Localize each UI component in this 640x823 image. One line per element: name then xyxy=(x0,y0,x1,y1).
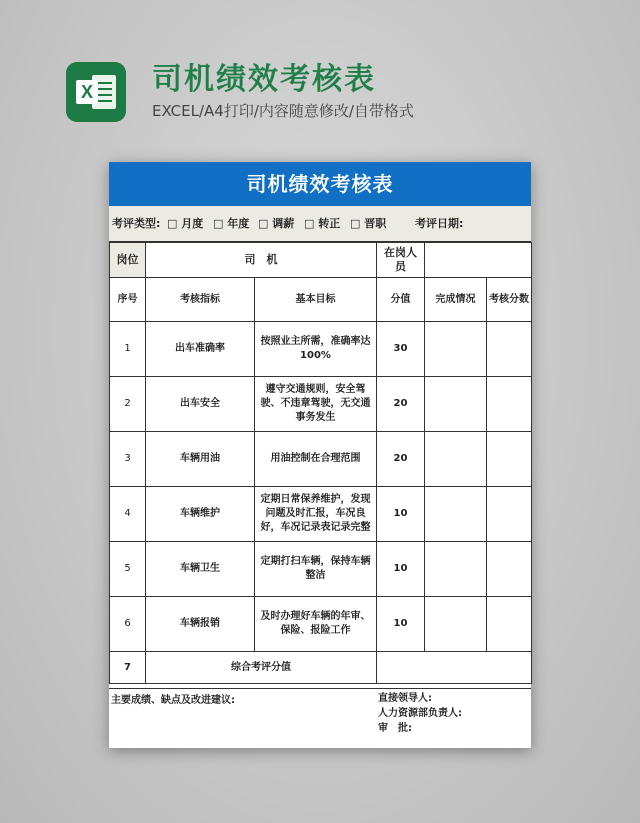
evaluation-table xyxy=(109,242,532,684)
banner-subtitle: EXCEL/A4打印/内容随意修改/自带格式 xyxy=(152,102,414,120)
banner-title: 司机绩效考核表 xyxy=(152,62,376,97)
type-option-salary[interactable]: □ 调薪 xyxy=(258,217,295,230)
approval-block xyxy=(378,691,462,736)
row-result-cell[interactable] xyxy=(487,322,532,377)
total-value-cell[interactable] xyxy=(377,652,532,684)
row-result-cell[interactable] xyxy=(487,487,532,542)
row-no: 2 xyxy=(110,377,146,432)
col-header-target: 基本目标 xyxy=(255,278,377,322)
row-indicator: 车辆卫生 xyxy=(146,542,255,597)
row-indicator: 车辆用油 xyxy=(146,432,255,487)
row-no: 3 xyxy=(110,432,146,487)
row-completion-cell[interactable] xyxy=(425,597,487,652)
type-option-monthly[interactable]: □ 月度 xyxy=(167,217,204,230)
col-header-result: 考核分数 xyxy=(487,278,532,322)
row-completion-cell[interactable] xyxy=(425,487,487,542)
row-no: 6 xyxy=(110,597,146,652)
date-label: 考评日期: xyxy=(415,217,464,230)
row-no: 1 xyxy=(110,322,146,377)
col-header-score: 分值 xyxy=(377,278,425,322)
total-no: 7 xyxy=(110,652,146,684)
hr-head-label: 人力资源部负责人: xyxy=(378,708,462,719)
col-header-indicator: 考核指标 xyxy=(146,278,255,322)
row-score: 20 xyxy=(377,377,425,432)
type-option-regular[interactable]: □ 转正 xyxy=(304,217,341,230)
form-sheet xyxy=(109,162,531,748)
table-row xyxy=(110,542,532,597)
row-completion-cell[interactable] xyxy=(425,377,487,432)
row-completion-cell[interactable] xyxy=(425,432,487,487)
row-target: 按照业主所需，准确率达100% xyxy=(255,322,377,377)
row-result-cell[interactable] xyxy=(487,377,532,432)
post-value: 司 机 xyxy=(146,243,377,278)
row-target: 用油控制在合理范围 xyxy=(255,432,377,487)
table-row xyxy=(110,377,532,432)
evaluation-type-bar xyxy=(109,206,531,242)
sheet-title: 司机绩效考核表 xyxy=(109,162,531,206)
staff-value[interactable] xyxy=(425,243,532,278)
total-label: 综合考评分值 xyxy=(146,652,377,684)
row-no: 5 xyxy=(110,542,146,597)
row-target: 定期日常保养维护，发现问题及时汇报，车况良好，车况记录表记录完整 xyxy=(255,487,377,542)
row-no: 4 xyxy=(110,487,146,542)
post-label: 岗位 xyxy=(110,243,146,278)
col-header-no: 序号 xyxy=(110,278,146,322)
row-score: 20 xyxy=(377,432,425,487)
table-row xyxy=(110,487,532,542)
excel-icon xyxy=(66,62,126,122)
row-target: 遵守交通规则，安全驾驶、不违章驾驶，无交通事务发生 xyxy=(255,377,377,432)
row-target: 及时办理好车辆的年审、保险、报险工作 xyxy=(255,597,377,652)
comments-section xyxy=(109,688,531,748)
col-header-completion: 完成情况 xyxy=(425,278,487,322)
post-row xyxy=(110,243,532,278)
direct-leader-label: 直接领导人: xyxy=(378,693,432,704)
type-option-promotion[interactable]: □ 晋职 xyxy=(350,217,387,230)
column-header-row xyxy=(110,278,532,322)
row-indicator: 车辆报销 xyxy=(146,597,255,652)
approval-label: 审 批: xyxy=(378,723,412,734)
row-target: 定期打扫车辆，保持车辆整洁 xyxy=(255,542,377,597)
type-label: 考评类型: xyxy=(112,217,161,230)
row-completion-cell[interactable] xyxy=(425,542,487,597)
row-indicator: 车辆维护 xyxy=(146,487,255,542)
type-option-annual[interactable]: □ 年度 xyxy=(213,217,250,230)
row-score: 10 xyxy=(377,597,425,652)
row-result-cell[interactable] xyxy=(487,432,532,487)
row-result-cell[interactable] xyxy=(487,597,532,652)
row-completion-cell[interactable] xyxy=(425,322,487,377)
row-score: 30 xyxy=(377,322,425,377)
total-row xyxy=(110,652,532,684)
table-row xyxy=(110,432,532,487)
staff-label: 在岗人员 xyxy=(377,243,425,278)
table-row xyxy=(110,322,532,377)
excel-x-mark: X xyxy=(76,80,98,104)
row-score: 10 xyxy=(377,542,425,597)
row-score: 10 xyxy=(377,487,425,542)
table-row xyxy=(110,597,532,652)
improvement-suggestions-label: 主要成绩、缺点及改进建议: xyxy=(111,695,235,706)
row-indicator: 出车准确率 xyxy=(146,322,255,377)
row-indicator: 出车安全 xyxy=(146,377,255,432)
row-result-cell[interactable] xyxy=(487,542,532,597)
